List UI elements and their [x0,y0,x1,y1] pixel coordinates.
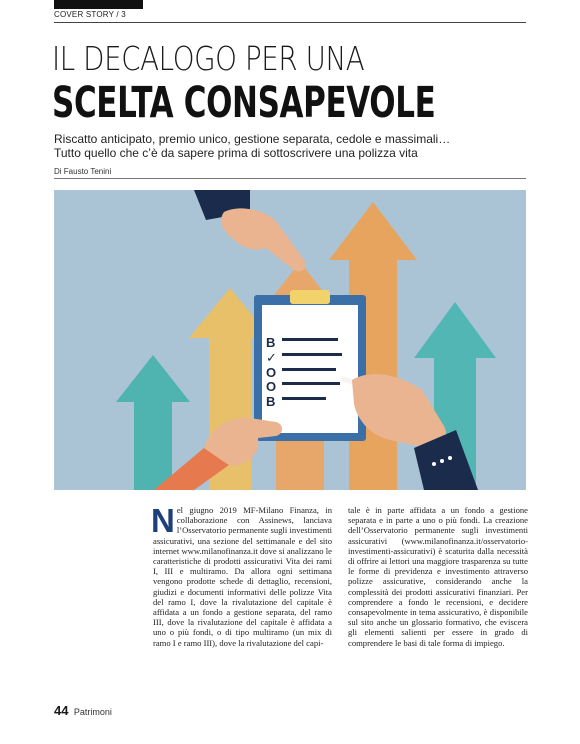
article-column-1 [151,502,332,648]
article-column-2 [348,505,528,648]
checklist-mark-1: B [266,335,276,350]
section-bar [54,0,143,9]
headline-line-1: IL DECALOGO PER UNA [52,39,365,78]
checklist-mark-4: O [266,379,277,394]
subtitle [54,132,526,160]
magazine-name: Patrimoni [73,707,112,717]
byline: Di Fausto Tenini [54,167,112,176]
subtitle-line-2: Tutto quello che c’è da sapere prima di sottoscrivere una polizza vita [54,146,418,160]
article-text-2: tale è in parte affidata a un fondo a gestione separata e in parte a uno o più fondi. La creazione dell’Osservatorio permanente sugli investimenti assicurativi (www.milanofinanza.it/osservatorio-investimenti-assicurativi) è scaturita dalla necessità di offrire ai lettori una maggiore trasparenza su tutte le forme di previdenza e investimento attraverso polizze assicurative, considerando anche la complessità dei prodotti assicurativi finanziari. Per comprendere a fondo le recensioni, e decidere consapevolmente in tema assicurativo, è disponibile sul sito anche un glossario formativo, che eviscera gli elementi salienti per essere in grado di comprendere le basi di tale forma di impiego. [348,505,528,648]
page-number: 44 [54,703,69,718]
cover-illustration [54,190,526,490]
headline-line-2: SCELTA CONSAPEVOLE [52,78,436,128]
subtitle-line-1: Riscatto anticipato, premio unico, gestione separata, cedole e massimali… [54,132,451,146]
checklist-mark-3: O [266,365,277,380]
checklist-mark-2: ✓ [266,351,277,366]
article-paragraph-1 [151,502,332,648]
article-text-1: el giugno 2019 MF-Milano Finanza, in collaborazione con Assinews, lanciava l’Osservatorio permanente sugli investimenti assicurativi, una sezione del settimanale e del sito internet www.milanofinanza.it dove si analizzano le caratteristiche di prodotti assicurativi Vita dei rami I, III e multiramo. Da allora ogni settimana vengono prodotte schede di dettaglio, recensioni, giudizi e documenti informativi delle polizze Vita del ramo I, dove la rivalutazione del capitale è affidata a un fondo a gestione separata, del ramo III, dove la rivalutazione del capitale è affidata a uno o più fondi, o di tipo multiramo (un mix di ramo I e ramo III), dove la rivalutazione del capi- [153,505,332,648]
byline-divider [54,178,526,179]
page-footer [54,703,112,718]
kicker-divider [54,22,526,23]
dropcap: N [151,502,175,539]
checklist-mark-5: B [266,394,276,409]
section-kicker: COVER STORY / 3 [54,10,126,19]
